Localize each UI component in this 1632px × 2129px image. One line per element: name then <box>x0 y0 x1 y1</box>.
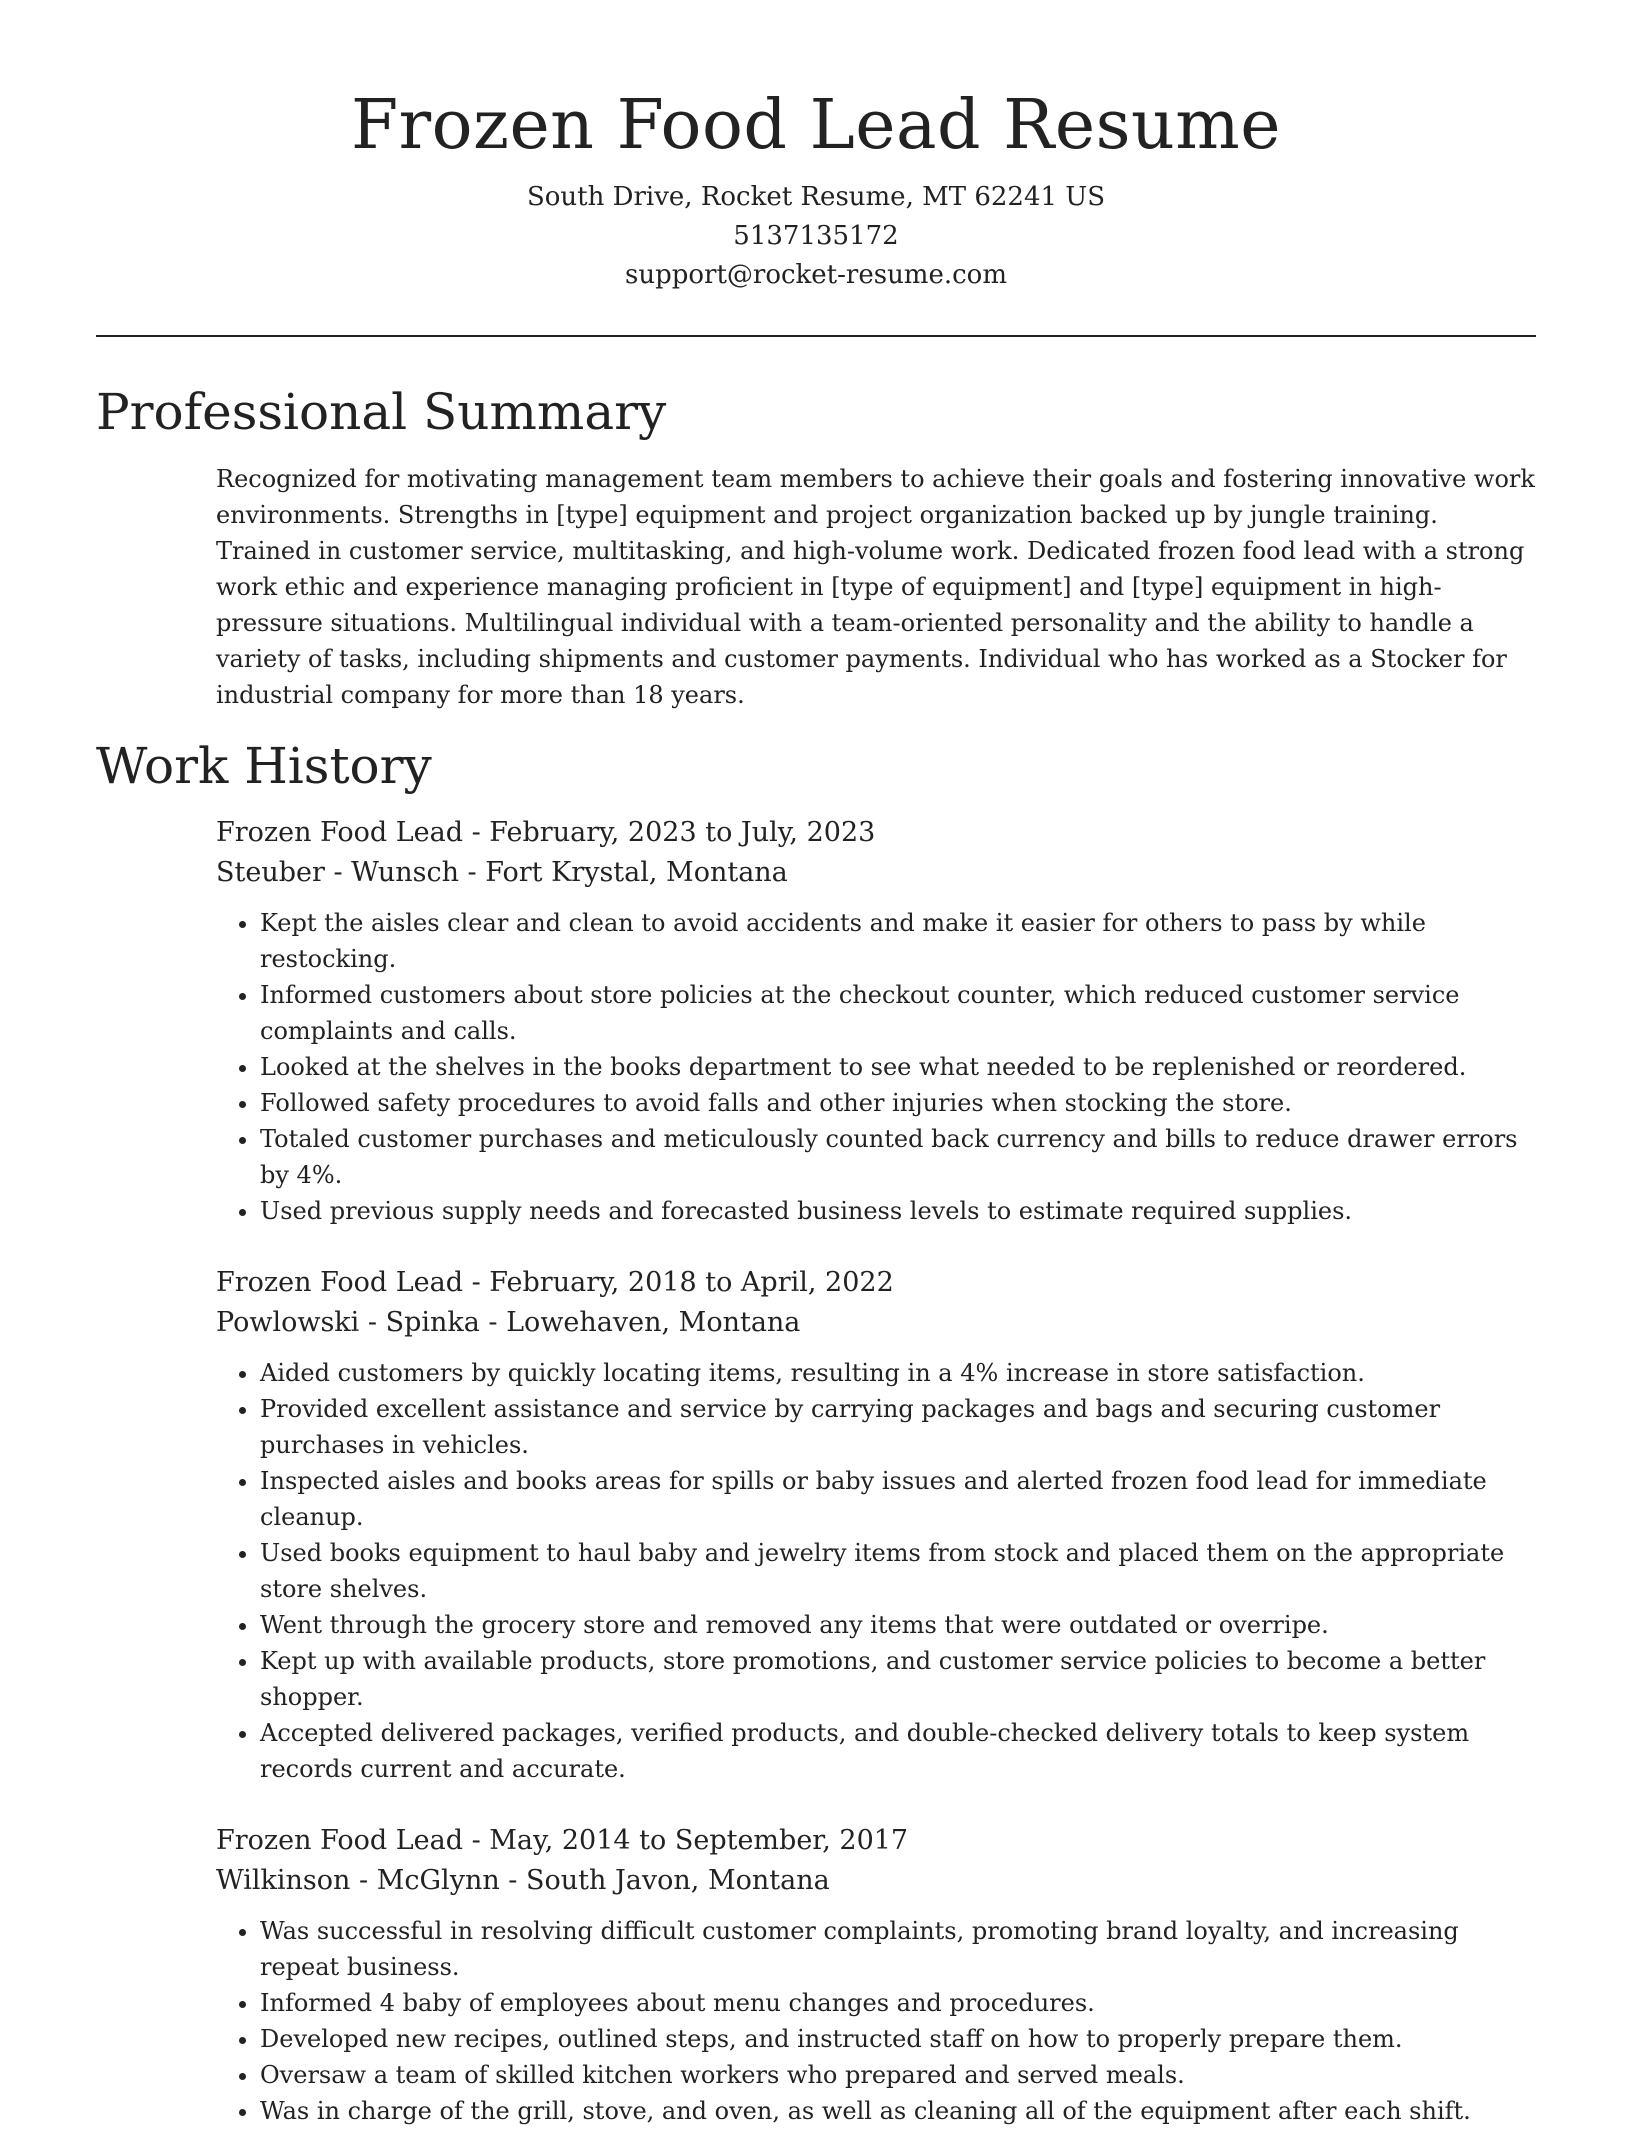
job-bullet-list <box>216 1355 1536 1787</box>
job-bullet: • Developed new recipes, outlined steps, and instructed staff on how to properly prepare them. <box>260 2021 1536 2057</box>
contact-phone: 5137135172 <box>733 221 899 251</box>
job-bullet: • Was in charge of the grill, stove, and oven, as well as cleaning all of the equipment after each shift. <box>260 2093 1536 2129</box>
contact-email: support@rocket-resume.com <box>624 260 1007 290</box>
job-bullet: • Informed 4 baby of employees about menu changes and procedures. <box>260 1985 1536 2021</box>
job-entry <box>216 1821 1536 2129</box>
job-title-line: Frozen Food Lead - May, 2014 to September, 2017 <box>216 1825 909 1856</box>
job-bullet: • Accepted delivered packages, verified products, and double-checked delivery totals to keep system records current and accurate. <box>260 1715 1536 1787</box>
job-bullet: • Oversaw a team of skilled kitchen workers who prepared and served meals. <box>260 2057 1536 2093</box>
job-bullet: • Went through the grocery store and removed any items that were outdated or overripe. <box>260 1607 1536 1643</box>
job-bullet: • Looked at the shelves in the books department to see what needed to be replenished or reordered. <box>260 1049 1536 1085</box>
header-divider <box>96 335 1536 337</box>
job-bullet: • Aided customers by quickly locating items, resulting in a 4% increase in store satisfaction. <box>260 1355 1536 1391</box>
job-bullet: • Provided excellent assistance and service by carrying packages and bags and securing customer purchases in vehicles. <box>260 1391 1536 1463</box>
job-bullet: • Informed customers about store policies at the checkout counter, which reduced customer service complaints and calls. <box>260 977 1536 1049</box>
job-bullet: • Totaled customer purchases and meticulously counted back currency and bills to reduce drawer errors by 4%. <box>260 1121 1536 1193</box>
job-bullet-list <box>216 1913 1536 2129</box>
resume-page <box>96 0 1536 2129</box>
job-bullet: • Followed safety procedures to avoid falls and other injuries when stocking the store. <box>260 1085 1536 1121</box>
contact-address: South Drive, Rocket Resume, MT 62241 US <box>526 182 1106 212</box>
job-bullet: • Inspected aisles and books areas for spills or baby issues and alerted frozen food lead for immediate cleanup. <box>260 1463 1536 1535</box>
job-title-line: Frozen Food Lead - February, 2018 to April, 2022 <box>216 1267 894 1298</box>
job-bullet-list <box>216 905 1536 1229</box>
job-bullet: • Was successful in resolving difficult customer complaints, promoting brand loyalty, and increasing repeat business. <box>260 1913 1536 1985</box>
job-entry <box>216 813 1536 1229</box>
work-history-list <box>216 813 1536 2129</box>
contact-block <box>96 178 1536 295</box>
job-entry <box>216 1263 1536 1787</box>
summary-heading: Professional Summary <box>96 383 667 441</box>
job-company-line: Powlowski - Spinka - Lowehaven, Montana <box>216 1307 801 1338</box>
work-history-heading: Work History <box>96 737 432 795</box>
job-bullet: • Used previous supply needs and forecasted business levels to estimate required supplies. <box>260 1193 1536 1229</box>
job-title-line: Frozen Food Lead - February, 2023 to July, 2023 <box>216 817 876 848</box>
job-company-line: Steuber - Wunsch - Fort Krystal, Montana <box>216 857 788 888</box>
job-company-line: Wilkinson - McGlynn - South Javon, Montana <box>216 1865 830 1896</box>
job-bullet: • Used books equipment to haul baby and jewelry items from stock and placed them on the appropriate store shelves. <box>260 1535 1536 1607</box>
job-bullet: • Kept the aisles clear and clean to avoid accidents and make it easier for others to pass by while restocking. <box>260 905 1536 977</box>
summary-text: Recognized for motivating management team members to achieve their goals and fostering innovative work environments. Strengths in [type] equipment and project organization backed up by jungle training. Trained in customer service, multitasking, and high-volume work. Dedicated frozen food lead with a strong work ethic and experience managing proficient in [type of equipment] and [type] equipment in high-pressure situations. Multilingual individual with a team-oriented personality and the ability to handle a variety of tasks, including shipments and customer payments. Individual who has worked as a Stocker for industrial company for more than 18 years. <box>216 465 1535 709</box>
resume-title: Frozen Food Lead Resume <box>350 86 1282 165</box>
job-bullet: • Kept up with available products, store promotions, and customer service policies to become a better shopper. <box>260 1643 1536 1715</box>
